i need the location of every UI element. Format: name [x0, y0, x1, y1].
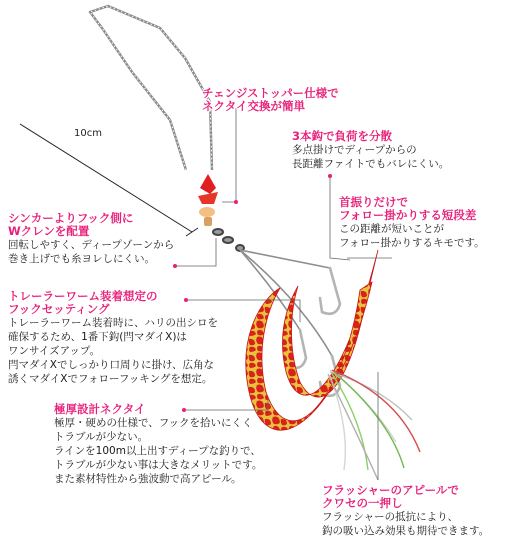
callout-body: 極厚・硬めの仕様で、フックを拾いにくく [54, 417, 253, 429]
callout-body: この距離が短いことが [339, 223, 444, 235]
callout-title: トレーラーワーム装着想定の [8, 289, 158, 303]
callout-thick-necktie [54, 403, 262, 486]
w-crane-swivel [213, 229, 244, 251]
callout-body: ラインを100m以上出すディープな釣りで、 [54, 445, 261, 457]
callout-body: ワンサイズアップ。 [8, 345, 101, 357]
callout-body: フラッシャーの抵抗により、 [322, 511, 459, 523]
callout-title: 3本鈎で負荷を分散 [292, 129, 393, 143]
callout-short-step [339, 196, 485, 250]
callout-title: シンカーよりフック側に [8, 211, 134, 225]
callout-body: フォロー掛かりするキモです。 [339, 237, 485, 249]
necktie-curly [246, 250, 378, 430]
callout-title: ネクタイ交換が簡単 [202, 99, 306, 113]
leader-line [90, 6, 212, 170]
callout-body: 確保するため、1番下鈎(閂マダイX)は [8, 331, 187, 343]
callout-change-stopper [202, 87, 339, 113]
callout-body: 閂マダイXでしっかり口周りに掛け、広角な [8, 359, 215, 371]
callout-title: フックセッティング [8, 302, 110, 316]
callout-title: 極厚設計ネクタイ [54, 402, 146, 416]
callout-body: トラブルが少ない。 [54, 431, 149, 443]
callout-body: 長距離ファイトでもバレにくい。 [292, 158, 450, 170]
callout-title: Wクレンを配置 [8, 224, 90, 238]
callout-title: チェンジストッパー仕様で [202, 86, 339, 100]
callout-body: 多点掛けでディープからの [292, 144, 417, 156]
callout-title: フラッシャーのアピールで [322, 483, 459, 497]
callout-body: 回転しやすく、ディープゾーンから [8, 239, 175, 251]
callout-title: クワセの一押し [322, 496, 403, 510]
callout-trailer-worm [8, 290, 218, 386]
callout-title: フォロー掛かりする短段差 [339, 208, 477, 222]
flasher-strands [328, 370, 420, 480]
change-stopper [198, 174, 218, 226]
callout-body: トレーラーワーム装着時に、ハリの出シロを [8, 317, 218, 329]
callout-flasher [322, 484, 489, 538]
callout-body: また素材特性から強波動で高アピール。 [54, 473, 242, 485]
callout-sinker-w-crane [8, 212, 174, 266]
length-label: 10cm [74, 128, 102, 139]
callout-three-hooks [292, 130, 449, 171]
callout-body: トラブルが少ない事は大きなメリットです。 [54, 459, 263, 471]
callout-title: 首振りだけで [339, 195, 408, 209]
callout-body: 巻き上げでも糸ヨレしにくい。 [8, 253, 155, 265]
callout-body: 誘くマダイXでフォローフッキングを想定。 [8, 373, 213, 385]
callout-body: 鈎の吸い込み効果も期待できます。 [322, 525, 490, 537]
